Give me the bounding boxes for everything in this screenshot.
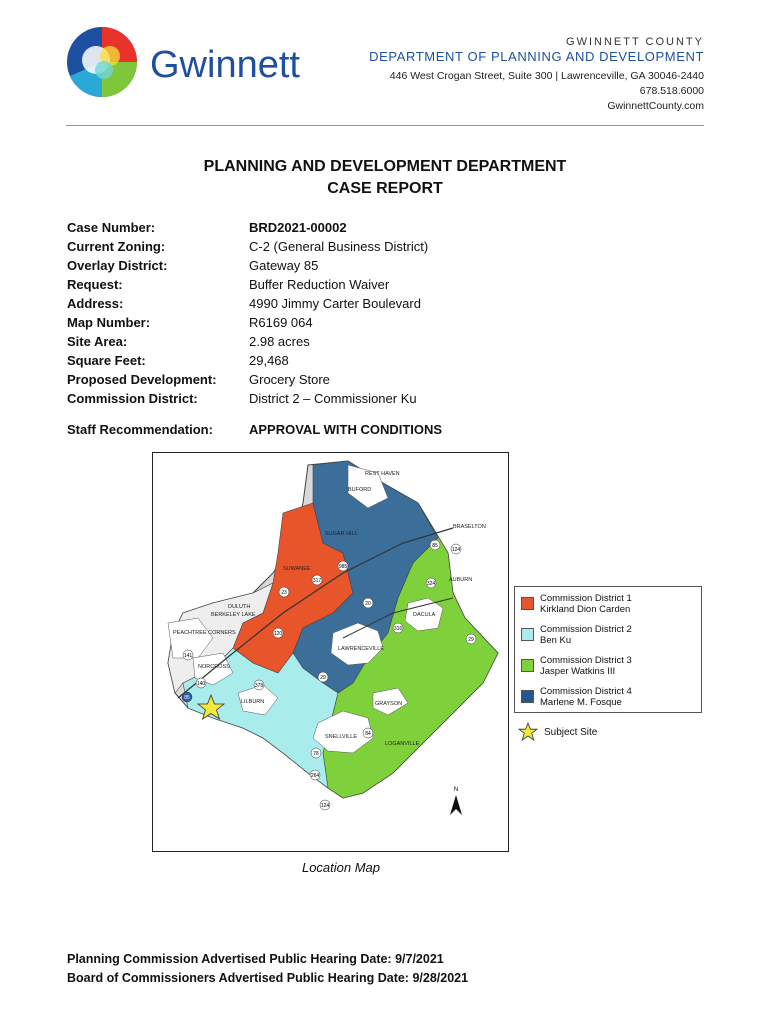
department-info — [369, 36, 704, 114]
report-title: PLANNING AND DEVELOPMENT DEPARTMENT — [203, 158, 567, 175]
road-label: 378 — [254, 683, 264, 689]
road-shield — [310, 770, 320, 780]
field-row — [67, 351, 707, 370]
case-fields — [67, 218, 707, 408]
field-row — [67, 218, 707, 237]
legend-swatch — [521, 659, 534, 672]
place-label: DULUTH — [228, 604, 251, 610]
map-legend — [514, 586, 702, 713]
legend-commissioner: Marlene M. Fosque — [540, 697, 622, 708]
staff-recommendation — [67, 422, 442, 437]
place-label: BRASELTON — [453, 524, 486, 530]
road-shield — [196, 678, 206, 688]
field-label: Request: — [67, 277, 123, 292]
recommendation-label: Staff Recommendation: — [67, 422, 213, 437]
field-row — [67, 370, 707, 389]
subject-site-label: Subject Site — [544, 726, 598, 738]
field-row — [67, 313, 707, 332]
legend-district: Commission District 3 — [540, 655, 632, 666]
legend-district: Commission District 4 — [540, 686, 632, 697]
report-subtitle: CASE REPORT — [327, 180, 443, 197]
subject-site-legend — [518, 722, 597, 742]
place-label: LILBURN — [241, 699, 265, 705]
field-value: BRD2021-00002 — [249, 220, 347, 235]
road-label: 29 — [320, 675, 326, 681]
road-shield — [363, 728, 373, 738]
road-shield — [311, 748, 321, 758]
road-label: 124 — [320, 803, 330, 809]
legend-swatch — [521, 628, 534, 641]
logo-wordmark: Gwinnett — [150, 44, 300, 86]
county-name: GWINNETT COUNTY — [566, 36, 704, 48]
legend-item — [521, 655, 632, 677]
county-map — [153, 453, 507, 850]
field-label: Map Number: — [67, 315, 151, 330]
field-row — [67, 256, 707, 275]
field-label: Square Feet: — [67, 353, 146, 368]
road-label: 324 — [426, 581, 436, 587]
place-label: SUWANEE — [283, 566, 311, 572]
place-label: BERKELEY LAKE — [211, 612, 256, 618]
field-row — [67, 294, 707, 313]
north-label: N — [453, 787, 459, 793]
legend-item — [521, 686, 632, 708]
legend-commissioner: Ben Ku — [540, 635, 572, 646]
letterhead — [0, 0, 770, 130]
board-of-commissioners-hearing: Board of Commissioners Advertised Public Hearing Date: 9/28/2021 — [67, 971, 469, 985]
place-label: GRAYSON — [375, 701, 403, 707]
road-shield — [254, 680, 264, 690]
place-label: REST HAVEN — [365, 471, 400, 477]
road-label: 141 — [183, 653, 193, 659]
legend-item — [521, 593, 632, 615]
field-row — [67, 332, 707, 351]
road-label: 85 — [184, 695, 190, 701]
legend-commissioner: Kirkland Dion Carden — [540, 604, 631, 615]
road-label: 264 — [310, 773, 320, 779]
road-label: 316 — [393, 626, 403, 632]
department-name: DEPARTMENT OF PLANNING AND DEVELOPMENT — [369, 49, 704, 64]
road-shield — [320, 800, 330, 810]
field-value: 4990 Jimmy Carter Boulevard — [249, 296, 421, 311]
road-shield — [466, 634, 476, 644]
field-label: Case Number: — [67, 220, 156, 235]
place-label: SUGAR HILL — [325, 531, 358, 537]
road-shield — [451, 544, 461, 554]
field-value: District 2 – Commissioner Ku — [249, 391, 417, 406]
legend-district: Commission District 1 — [540, 593, 632, 604]
road-shield — [338, 561, 348, 571]
road-shield — [426, 578, 436, 588]
field-label: Current Zoning: — [67, 239, 166, 254]
road-shield — [273, 628, 283, 638]
planning-commission-hearing: Planning Commission Advertised Public Hearing Date: 9/7/2021 — [67, 952, 444, 966]
legend-commissioner: Jasper Watkins III — [540, 666, 616, 677]
place-label: LOGANVILLE — [385, 741, 420, 747]
field-label: Proposed Development: — [67, 372, 217, 387]
road-label: 29 — [468, 637, 474, 643]
place-label: LAWRENCEVILLE — [338, 646, 384, 652]
place-label: DACULA — [413, 612, 436, 618]
field-value: 2.98 acres — [249, 334, 310, 349]
place-label: NORCROSS — [198, 664, 230, 670]
road-label: 84 — [365, 731, 371, 737]
field-value: Gateway 85 — [249, 258, 319, 273]
legend-item — [521, 624, 632, 646]
website-link[interactable]: GwinnettCounty.com — [607, 100, 704, 112]
road-label: 20 — [365, 601, 371, 607]
field-value: Buffer Reduction Waiver — [249, 277, 390, 292]
legend-swatch — [521, 597, 534, 610]
road-label: 317 — [312, 578, 322, 584]
place-label: SNELLVILLE — [325, 734, 358, 740]
legend-district: Commission District 2 — [540, 624, 632, 635]
field-value: R6169 064 — [249, 315, 313, 330]
road-shield — [363, 598, 373, 608]
road-shield — [393, 623, 403, 633]
road-shield — [430, 540, 440, 550]
road-label: 120 — [273, 631, 283, 637]
field-label: Address: — [67, 296, 124, 311]
map-caption: Location Map — [301, 860, 381, 875]
road-label: 78 — [313, 751, 319, 757]
phone: 678.518.6000 — [639, 85, 704, 97]
road-shield — [279, 587, 289, 597]
field-label: Overlay District: — [67, 258, 168, 273]
road-shield — [182, 692, 192, 702]
place-label: BUFORD — [348, 487, 372, 493]
place-label: PEACHTREE CORNERS — [173, 630, 236, 636]
address: 446 West Crogan Street, Suite 300 | Lawrenceville, GA 30046-2440 — [389, 70, 704, 82]
field-value: 29,468 — [249, 353, 289, 368]
field-label: Site Area: — [67, 334, 128, 349]
road-label: 985 — [338, 564, 348, 570]
north-arrow-icon — [450, 787, 462, 815]
field-value: C-2 (General Business District) — [249, 239, 429, 254]
field-row — [67, 237, 707, 256]
road-label: 85 — [432, 543, 438, 549]
field-value: Grocery Store — [249, 372, 330, 387]
legend-swatch — [521, 690, 534, 703]
recommendation-value: APPROVAL WITH CONDITIONS — [249, 422, 443, 437]
road-shield — [318, 672, 328, 682]
road-label: 124 — [451, 547, 461, 553]
field-label: Commission District: — [67, 391, 198, 406]
hearing-dates — [67, 950, 468, 988]
field-row — [67, 275, 707, 294]
field-row — [67, 389, 707, 408]
header-divider — [66, 125, 704, 126]
road-label: 140 — [196, 681, 206, 687]
place-label: AUBURN — [449, 577, 473, 583]
location-map — [152, 452, 509, 852]
star-icon — [518, 722, 538, 742]
road-shield — [312, 575, 322, 585]
gwinnett-logo-icon — [66, 26, 138, 98]
road-label: 23 — [281, 590, 287, 596]
road-shield — [183, 650, 193, 660]
